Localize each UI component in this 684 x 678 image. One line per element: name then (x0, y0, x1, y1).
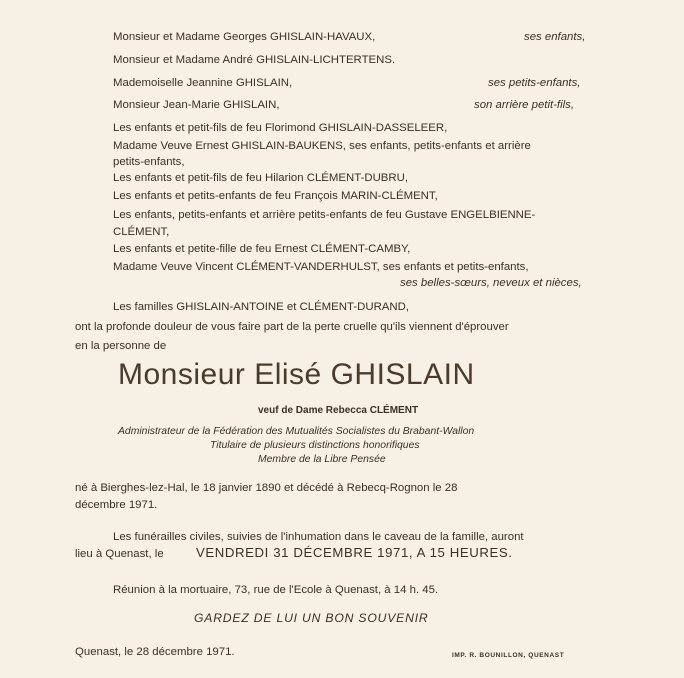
deceased-name: Monsieur Elisé GHISLAIN (118, 358, 475, 391)
family-line-1: Monsieur et Madame Georges GHISLAIN-HAVAUX, (113, 31, 376, 43)
family-line-4: Monsieur Jean-Marie GHISLAIN, (113, 99, 280, 111)
title-honors: Titulaire de plusieurs distinctions honorifiques (210, 440, 420, 451)
family-relation-1: ses enfants, (524, 31, 586, 43)
family-line-5: Les enfants et petit-fils de feu Florimond GHISLAIN-DASSELEER, (113, 122, 448, 134)
gathering-info: Réunion à la mortuaire, 73, rue de l'Ecole à Quenast, à 14 h. 45. (113, 584, 439, 596)
birth-death-line-1: né à Bierghes-lez-Hal, le 18 janvier 1890 et décédé à Rebecq-Rognon le 28 (75, 482, 458, 494)
family-relation-11: ses belles-sœurs, neveux et nièces, (400, 277, 582, 289)
family-line-8: Les enfants et petits-enfants de feu François MARIN-CLÉMENT, (113, 190, 438, 202)
family-line-2: Monsieur et Madame André GHISLAIN-LICHTERTENS. (113, 54, 396, 66)
family-line-3: Mademoiselle Jeannine GHISLAIN, (113, 77, 293, 89)
family-line-12: Les familles GHISLAIN-ANTOINE et CLÉMENT-DURAND, (113, 301, 410, 313)
announcement-line-2: en la personne de (75, 340, 167, 352)
family-relation-3: ses petits-enfants, (488, 77, 581, 89)
birth-death-line-2: décembre 1971. (75, 499, 158, 511)
title-libre-pensee: Membre de la Libre Pensée (258, 454, 386, 465)
family-line-11: Madame Veuve Vincent CLÉMENT-VANDERHULST, ses enfants et petits-enfants, (113, 261, 529, 273)
funeral-line-1: Les funérailles civiles, suivies de l'inhumation dans le caveau de la famille, auront (113, 531, 524, 543)
printer-imprint: IMP. R. BOUNILLON, QUENAST (452, 652, 565, 659)
family-line-7: Les enfants et petit-fils de feu Hilarion CLÉMENT-DUBRU, (113, 172, 409, 184)
family-line-10: Les enfants et petite-fille de feu Ernest CLÉMENT-CAMBY, (113, 243, 411, 255)
funeral-date-time: VENDREDI 31 DÉCEMBRE 1971, A 15 HEURES. (196, 545, 513, 560)
funeral-line-2a: lieu à Quenast, le (75, 548, 164, 560)
family-line-6b: petits-enfants, (113, 156, 185, 168)
title-administrator: Administrateur de la Fédération des Mutualités Socialistes du Brabant-Wallon (118, 426, 475, 437)
family-relation-4: son arrière petit-fils, (474, 99, 575, 111)
family-line-9b: CLÉMENT, (113, 226, 170, 238)
place-date: Quenast, le 28 décembre 1971. (75, 646, 235, 658)
widower-of: veuf de Dame Rebecca CLÉMENT (258, 405, 419, 416)
motto: GARDEZ DE LUI UN BON SOUVENIR (194, 611, 429, 625)
family-line-6: Madame Veuve Ernest GHISLAIN-BAUKENS, ses enfants, petits-enfants et arrière (113, 140, 531, 152)
announcement-line-1: ont la profonde douleur de vous faire part de la perte cruelle qu'ils viennent d'éprouver (75, 321, 509, 333)
family-line-9: Les enfants, petits-enfants et arrière petits-enfants de feu Gustave ENGELBIENNE- (113, 209, 536, 221)
